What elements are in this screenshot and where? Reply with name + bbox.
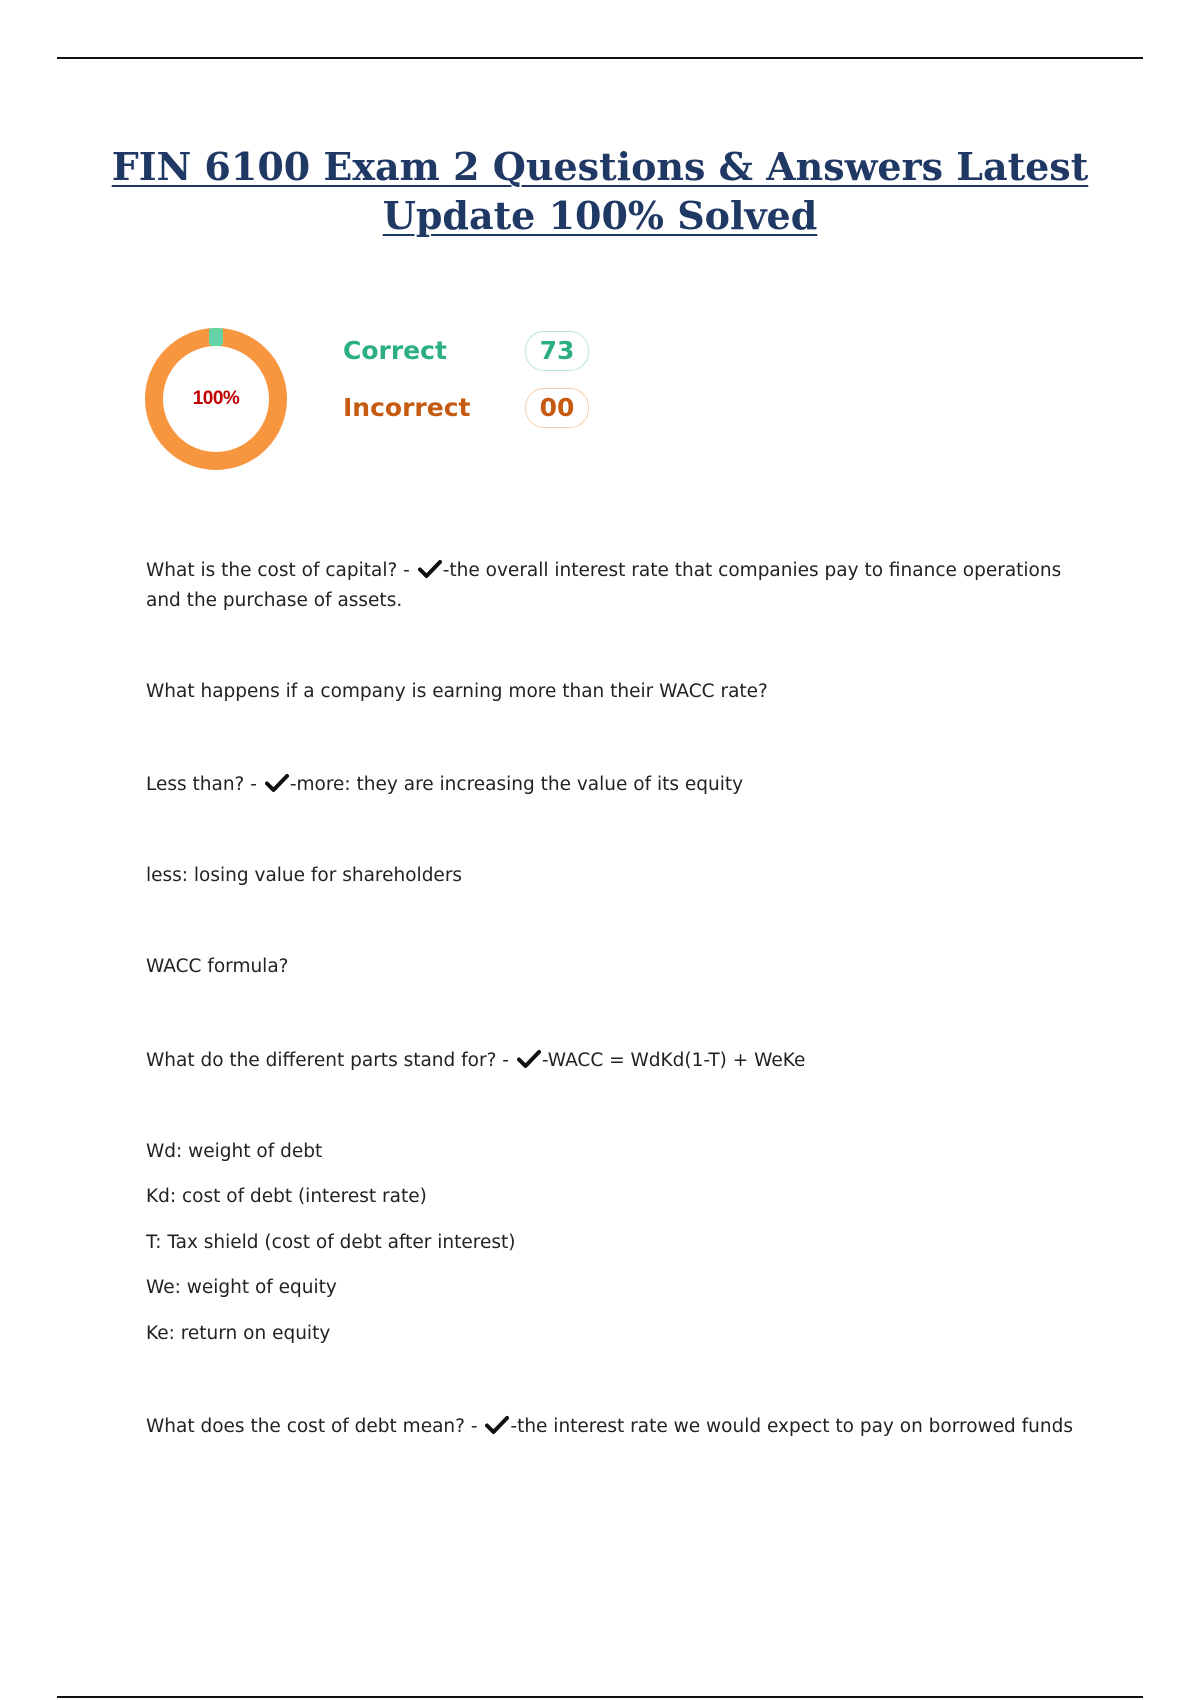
- qa-paragraph-10: We: weight of equity: [146, 1277, 337, 1298]
- correct-label: Correct: [343, 336, 447, 365]
- answer-text: -the overall interest rate that companies pay to finance operations and the purchase of assets.: [146, 560, 1062, 611]
- qa-paragraph-6: [146, 1046, 1086, 1076]
- answer-text: -more: they are increasing the value of its equity: [289, 774, 744, 795]
- checkmark-icon: [485, 1415, 509, 1435]
- title-line-1: FIN 6100 Exam 2 Questions & Answers Latest: [111, 144, 1089, 189]
- top-rule: [57, 57, 1143, 59]
- correct-legend-row: [343, 331, 603, 371]
- correct-count-badge: 73: [525, 331, 589, 371]
- bottom-rule: [57, 1696, 1143, 1698]
- question-text: What does the cost of debt mean? -: [146, 1416, 484, 1437]
- qa-paragraph-9: T: Tax shield (cost of debt after interest): [146, 1232, 516, 1253]
- answer-text: -WACC = WdKd(1-T) + WeKe: [541, 1050, 806, 1071]
- question-text: What do the different parts stand for? -: [146, 1050, 515, 1071]
- checkmark-icon: [265, 773, 289, 793]
- score-percent-label: 100%: [192, 388, 240, 409]
- incorrect-legend-row: [343, 388, 603, 428]
- qa-paragraph-1: [146, 556, 1086, 616]
- qa-paragraph-5: WACC formula?: [146, 956, 289, 977]
- question-text: What is the cost of capital? -: [146, 560, 416, 581]
- question-text: Less than? -: [146, 774, 263, 795]
- qa-paragraph-7: Wd: weight of debt: [146, 1141, 323, 1162]
- qa-paragraph-8: Kd: cost of debt (interest rate): [146, 1186, 427, 1207]
- qa-paragraph-11: Ke: return on equity: [146, 1323, 331, 1344]
- answer-text: -the interest rate we would expect to pay on borrowed funds: [510, 1416, 1074, 1437]
- qa-paragraph-4: less: losing value for shareholders: [146, 865, 463, 886]
- incorrect-label: Incorrect: [343, 393, 471, 422]
- incorrect-count-badge: 00: [525, 388, 589, 428]
- checkmark-icon: [418, 559, 442, 579]
- document-title: [100, 142, 1100, 240]
- checkmark-icon: [517, 1049, 541, 1069]
- title-line-2: Update 100% Solved: [382, 193, 818, 238]
- qa-paragraph-3: [146, 770, 1086, 800]
- qa-paragraph-12: [146, 1412, 1086, 1442]
- score-summary: [143, 326, 603, 472]
- qa-paragraph-2: What happens if a company is earning more than their WACC rate?: [146, 681, 768, 702]
